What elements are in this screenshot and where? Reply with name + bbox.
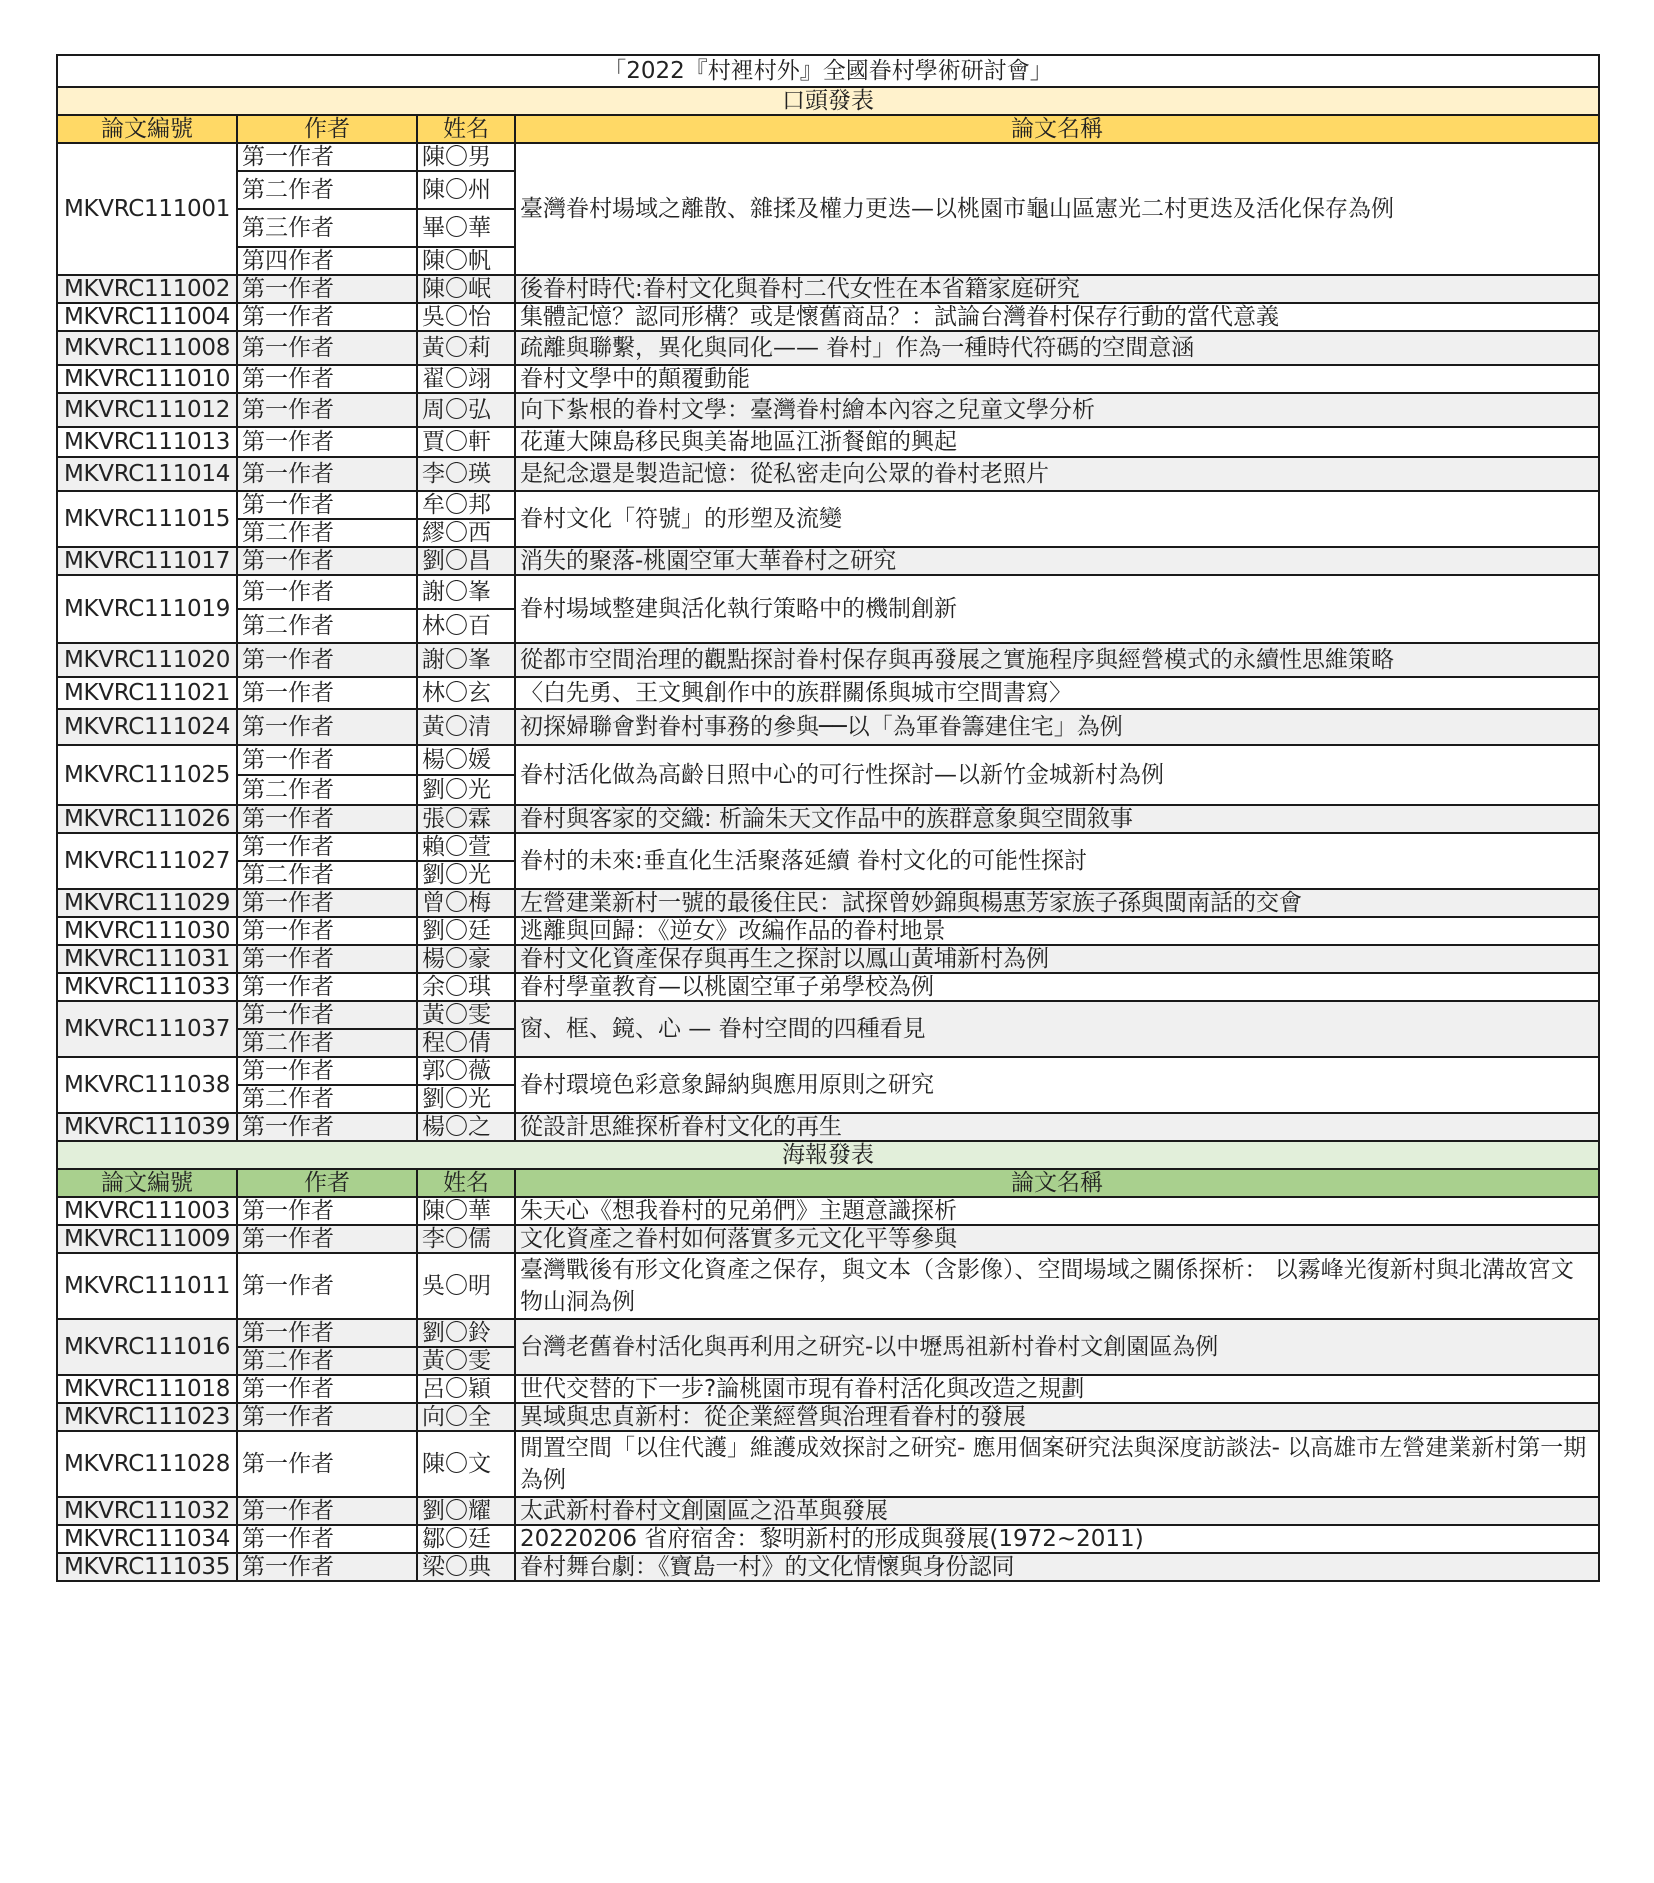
paper-title: 是紀念還是製造記憶：從私密走向公眾的眷村老照片: [515, 457, 1599, 491]
author-name: 張〇霖: [417, 805, 515, 833]
table-row: [57, 833, 1599, 861]
paper-title: 消失的聚落-桃園空軍大華眷村之研究: [515, 547, 1599, 575]
table-row: [57, 1431, 1599, 1497]
author-name: 向〇全: [417, 1403, 515, 1431]
table-row: [57, 1197, 1599, 1225]
paper-id: MKVRC111011: [57, 1253, 237, 1319]
table-row: [57, 275, 1599, 303]
author-role: 第二作者: [237, 1029, 417, 1057]
author-name: 劉〇鈴: [417, 1319, 515, 1347]
author-role: 第一作者: [237, 1403, 417, 1431]
author-role: 第一作者: [237, 275, 417, 303]
author-role: 第一作者: [237, 491, 417, 519]
author-role: 第一作者: [237, 1225, 417, 1253]
table-row: [57, 1001, 1599, 1029]
author-role: 第一作者: [237, 1113, 417, 1141]
table-row: [57, 745, 1599, 775]
paper-id: MKVRC111023: [57, 1403, 237, 1431]
title-row: [57, 55, 1599, 87]
author-role: 第一作者: [237, 709, 417, 745]
author-name: 劉〇廷: [417, 917, 515, 945]
author-name: 陳〇男: [417, 143, 515, 171]
author-name: 賈〇軒: [417, 427, 515, 457]
author-name: 劉〇昌: [417, 547, 515, 575]
paper-title: 太武新村眷村文創園區之沿革與發展: [515, 1497, 1599, 1525]
author-role: 第二作者: [237, 609, 417, 643]
author-name: 黃〇雯: [417, 1001, 515, 1029]
table-row: [57, 331, 1599, 365]
author-role: 第一作者: [237, 143, 417, 171]
paper-id: MKVRC111009: [57, 1225, 237, 1253]
paper-title: 眷村活化做為高齡日照中心的可行性探討—以新竹金城新村為例: [515, 745, 1599, 805]
paper-id: MKVRC111003: [57, 1197, 237, 1225]
paper-table-body: [57, 55, 1599, 1581]
table-row: [57, 365, 1599, 393]
table-row: [57, 1375, 1599, 1403]
author-name: 周〇弘: [417, 393, 515, 427]
paper-title: 疏離與聯繫，異化與同化—— 眷村」作為一種時代符碼的空間意涵: [515, 331, 1599, 365]
table-row: [57, 457, 1599, 491]
paper-id: MKVRC111017: [57, 547, 237, 575]
author-role: 第一作者: [237, 1253, 417, 1319]
author-role: 第一作者: [237, 547, 417, 575]
author-name: 翟〇翊: [417, 365, 515, 393]
author-role: 第一作者: [237, 889, 417, 917]
author-role: 第四作者: [237, 247, 417, 275]
author-name: 郭〇薇: [417, 1057, 515, 1085]
author-name: 林〇玄: [417, 677, 515, 709]
oral-header-cell: 作者: [237, 115, 417, 143]
paper-id: MKVRC111008: [57, 331, 237, 365]
author-role: 第一作者: [237, 973, 417, 1001]
paper-id: MKVRC111034: [57, 1525, 237, 1553]
paper-id: MKVRC111021: [57, 677, 237, 709]
paper-title: 閒置空間「以住代護」維護成效探討之研究- 應用個案研究法與深度訪談法- 以高雄市左營建業新村第一期為例: [515, 1431, 1599, 1497]
oral-header-row: [57, 115, 1599, 143]
table-row: [57, 491, 1599, 519]
author-role: 第一作者: [237, 1375, 417, 1403]
author-name: 畢〇華: [417, 209, 515, 247]
author-name: 陳〇文: [417, 1431, 515, 1497]
paper-id: MKVRC111018: [57, 1375, 237, 1403]
paper-id: MKVRC111014: [57, 457, 237, 491]
author-role: 第一作者: [237, 1553, 417, 1581]
author-name: 余〇琪: [417, 973, 515, 1001]
paper-title: 眷村文化資產保存與再生之探討以鳳山黃埔新村為例: [515, 945, 1599, 973]
table-row: [57, 643, 1599, 677]
author-name: 劉〇光: [417, 861, 515, 889]
author-role: 第一作者: [237, 575, 417, 609]
paper-title: 初探婦聯會對眷村事務的參與──以「為軍眷籌建住宅」為例: [515, 709, 1599, 745]
author-role: 第一作者: [237, 643, 417, 677]
author-name: 劉〇光: [417, 1085, 515, 1113]
paper-title: 眷村環境色彩意象歸納與應用原則之研究: [515, 1057, 1599, 1113]
poster-header-cell: 作者: [237, 1169, 417, 1197]
author-role: 第一作者: [237, 677, 417, 709]
paper-title: 異域與忠貞新村：從企業經營與治理看眷村的發展: [515, 1403, 1599, 1431]
author-role: 第一作者: [237, 917, 417, 945]
paper-title: 從都市空間治理的觀點探討眷村保存與再發展之實施程序與經營模式的永續性思維策略: [515, 643, 1599, 677]
table-row: [57, 1403, 1599, 1431]
paper-id: MKVRC111015: [57, 491, 237, 547]
paper-id: MKVRC111004: [57, 303, 237, 331]
paper-id: MKVRC111001: [57, 143, 237, 275]
author-name: 曾〇梅: [417, 889, 515, 917]
paper-id: MKVRC111039: [57, 1113, 237, 1141]
paper-id: MKVRC111025: [57, 745, 237, 805]
paper-id: MKVRC111002: [57, 275, 237, 303]
table-row: [57, 945, 1599, 973]
author-role: 第一作者: [237, 1197, 417, 1225]
author-role: 第一作者: [237, 1431, 417, 1497]
table-row: [57, 1525, 1599, 1553]
author-role: 第二作者: [237, 775, 417, 805]
author-role: 第一作者: [237, 1057, 417, 1085]
author-name: 黃〇莉: [417, 331, 515, 365]
author-role: 第一作者: [237, 393, 417, 427]
paper-title: 眷村的未來:垂直化生活聚落延續 眷村文化的可能性探討: [515, 833, 1599, 889]
table-row: [57, 575, 1599, 609]
author-role: 第二作者: [237, 1347, 417, 1375]
author-name: 吳〇怡: [417, 303, 515, 331]
paper-title: 文化資產之眷村如何落實多元文化平等參與: [515, 1225, 1599, 1253]
paper-id: MKVRC111030: [57, 917, 237, 945]
author-name: 陳〇華: [417, 1197, 515, 1225]
poster-header-cell: 論文編號: [57, 1169, 237, 1197]
author-role: 第一作者: [237, 457, 417, 491]
author-name: 黃〇清: [417, 709, 515, 745]
paper-title: 眷村與客家的交織: 析論朱天文作品中的族群意象與空間敘事: [515, 805, 1599, 833]
paper-title: 從設計思維探析眷村文化的再生: [515, 1113, 1599, 1141]
paper-table: [56, 54, 1600, 1582]
oral-section-row: [57, 87, 1599, 115]
author-role: 第二作者: [237, 519, 417, 547]
author-name: 李〇瑛: [417, 457, 515, 491]
paper-title: 眷村舞台劇：《寶島一村》的文化情懷與身份認同: [515, 1553, 1599, 1581]
paper-title: 向下紮根的眷村文學：臺灣眷村繪本內容之兒童文學分析: [515, 393, 1599, 427]
oral-header-cell: 論文名稱: [515, 115, 1599, 143]
table-row: [57, 547, 1599, 575]
author-name: 梁〇典: [417, 1553, 515, 1581]
paper-id: MKVRC111038: [57, 1057, 237, 1113]
paper-title: 集體記憶？認同形構？或是懷舊商品？：試論台灣眷村保存行動的當代意義: [515, 303, 1599, 331]
author-name: 吳〇明: [417, 1253, 515, 1319]
oral-section-label: 口頭發表: [57, 87, 1599, 115]
author-role: 第一作者: [237, 1497, 417, 1525]
table-row: [57, 973, 1599, 1001]
author-name: 謝〇峯: [417, 575, 515, 609]
table-row: [57, 1225, 1599, 1253]
author-name: 賴〇萱: [417, 833, 515, 861]
author-role: 第一作者: [237, 833, 417, 861]
author-role: 第一作者: [237, 303, 417, 331]
author-name: 劉〇耀: [417, 1497, 515, 1525]
paper-title: 逃離與回歸：《逆女》改編作品的眷村地景: [515, 917, 1599, 945]
paper-title: 朱天心《想我眷村的兄弟們》主題意識探析: [515, 1197, 1599, 1225]
author-role: 第二作者: [237, 861, 417, 889]
author-name: 陳〇岷: [417, 275, 515, 303]
table-row: [57, 805, 1599, 833]
paper-id: MKVRC111029: [57, 889, 237, 917]
table-row: [57, 889, 1599, 917]
author-role: 第三作者: [237, 209, 417, 247]
author-name: 黃〇雯: [417, 1347, 515, 1375]
table-row: [57, 1319, 1599, 1347]
author-role: 第一作者: [237, 365, 417, 393]
paper-title: 臺灣戰後有形文化資產之保存，與文本（含影像）、空間場域之關係探析： 以霧峰光復新村與北溝故宮文物山洞為例: [515, 1253, 1599, 1319]
table-row: [57, 1553, 1599, 1581]
author-role: 第一作者: [237, 1001, 417, 1029]
paper-id: MKVRC111037: [57, 1001, 237, 1057]
table-row: [57, 1057, 1599, 1085]
author-role: 第二作者: [237, 171, 417, 209]
paper-id: MKVRC111035: [57, 1553, 237, 1581]
paper-id: MKVRC111024: [57, 709, 237, 745]
table-row: [57, 1113, 1599, 1141]
oral-header-cell: 姓名: [417, 115, 515, 143]
paper-title: 台灣老舊眷村活化與再利用之研究-以中壢馬祖新村眷村文創園區為例: [515, 1319, 1599, 1375]
author-name: 陳〇帆: [417, 247, 515, 275]
author-name: 繆〇西: [417, 519, 515, 547]
oral-header-cell: 論文編號: [57, 115, 237, 143]
paper-title: 世代交替的下一步?論桃園市現有眷村活化與改造之規劃: [515, 1375, 1599, 1403]
paper-id: MKVRC111028: [57, 1431, 237, 1497]
paper-title: 後眷村時代:眷村文化與眷村二代女性在本省籍家庭研究: [515, 275, 1599, 303]
author-name: 謝〇峯: [417, 643, 515, 677]
author-name: 鄒〇廷: [417, 1525, 515, 1553]
poster-section-row: [57, 1141, 1599, 1169]
poster-header-cell: 論文名稱: [515, 1169, 1599, 1197]
table-row: [57, 677, 1599, 709]
paper-id: MKVRC111013: [57, 427, 237, 457]
paper-id: MKVRC111012: [57, 393, 237, 427]
author-role: 第一作者: [237, 427, 417, 457]
author-name: 牟〇邦: [417, 491, 515, 519]
table-row: [57, 143, 1599, 171]
author-name: 楊〇豪: [417, 945, 515, 973]
paper-list-sheet: [56, 54, 1598, 1582]
paper-title: 左營建業新村一號的最後住民：試探曾妙錦與楊惠芳家族子孫與閩南話的交會: [515, 889, 1599, 917]
poster-header-cell: 姓名: [417, 1169, 515, 1197]
table-row: [57, 393, 1599, 427]
table-row: [57, 1497, 1599, 1525]
paper-id: MKVRC111031: [57, 945, 237, 973]
poster-header-row: [57, 1169, 1599, 1197]
paper-title: 眷村學童教育—以桃園空軍子弟學校為例: [515, 973, 1599, 1001]
paper-id: MKVRC111033: [57, 973, 237, 1001]
paper-title: 眷村文學中的顛覆動能: [515, 365, 1599, 393]
author-name: 林〇百: [417, 609, 515, 643]
paper-title: 20220206 省府宿舍：黎明新村的形成與發展(1972~2011): [515, 1525, 1599, 1553]
author-role: 第一作者: [237, 1525, 417, 1553]
table-row: [57, 1253, 1599, 1319]
author-name: 楊〇之: [417, 1113, 515, 1141]
paper-title: 〈白先勇、王文興創作中的族群關係與城市空間書寫〉: [515, 677, 1599, 709]
table-row: [57, 917, 1599, 945]
author-name: 劉〇光: [417, 775, 515, 805]
paper-id: MKVRC111010: [57, 365, 237, 393]
author-role: 第二作者: [237, 1085, 417, 1113]
conference-title: 「2022『村裡村外』全國眷村學術研討會」: [57, 55, 1599, 87]
paper-title: 眷村場域整建與活化執行策略中的機制創新: [515, 575, 1599, 643]
author-name: 陳〇州: [417, 171, 515, 209]
paper-id: MKVRC111027: [57, 833, 237, 889]
paper-title: 花蓮大陳島移民與美崙地區江浙餐館的興起: [515, 427, 1599, 457]
author-name: 程〇倩: [417, 1029, 515, 1057]
author-name: 楊〇媛: [417, 745, 515, 775]
table-row: [57, 709, 1599, 745]
table-row: [57, 303, 1599, 331]
author-role: 第一作者: [237, 745, 417, 775]
paper-id: MKVRC111020: [57, 643, 237, 677]
author-name: 呂〇穎: [417, 1375, 515, 1403]
poster-section-label: 海報發表: [57, 1141, 1599, 1169]
paper-id: MKVRC111016: [57, 1319, 237, 1375]
paper-id: MKVRC111019: [57, 575, 237, 643]
author-role: 第一作者: [237, 1319, 417, 1347]
paper-id: MKVRC111026: [57, 805, 237, 833]
paper-title: 眷村文化「符號」的形塑及流變: [515, 491, 1599, 547]
table-row: [57, 427, 1599, 457]
paper-title: 臺灣眷村場域之離散、雜揉及權力更迭—以桃園市龜山區憲光二村更迭及活化保存為例: [515, 143, 1599, 275]
paper-title: 窗、框、鏡、心 — 眷村空間的四種看見: [515, 1001, 1599, 1057]
author-name: 李〇儒: [417, 1225, 515, 1253]
author-role: 第一作者: [237, 331, 417, 365]
author-role: 第一作者: [237, 805, 417, 833]
author-role: 第一作者: [237, 945, 417, 973]
paper-id: MKVRC111032: [57, 1497, 237, 1525]
